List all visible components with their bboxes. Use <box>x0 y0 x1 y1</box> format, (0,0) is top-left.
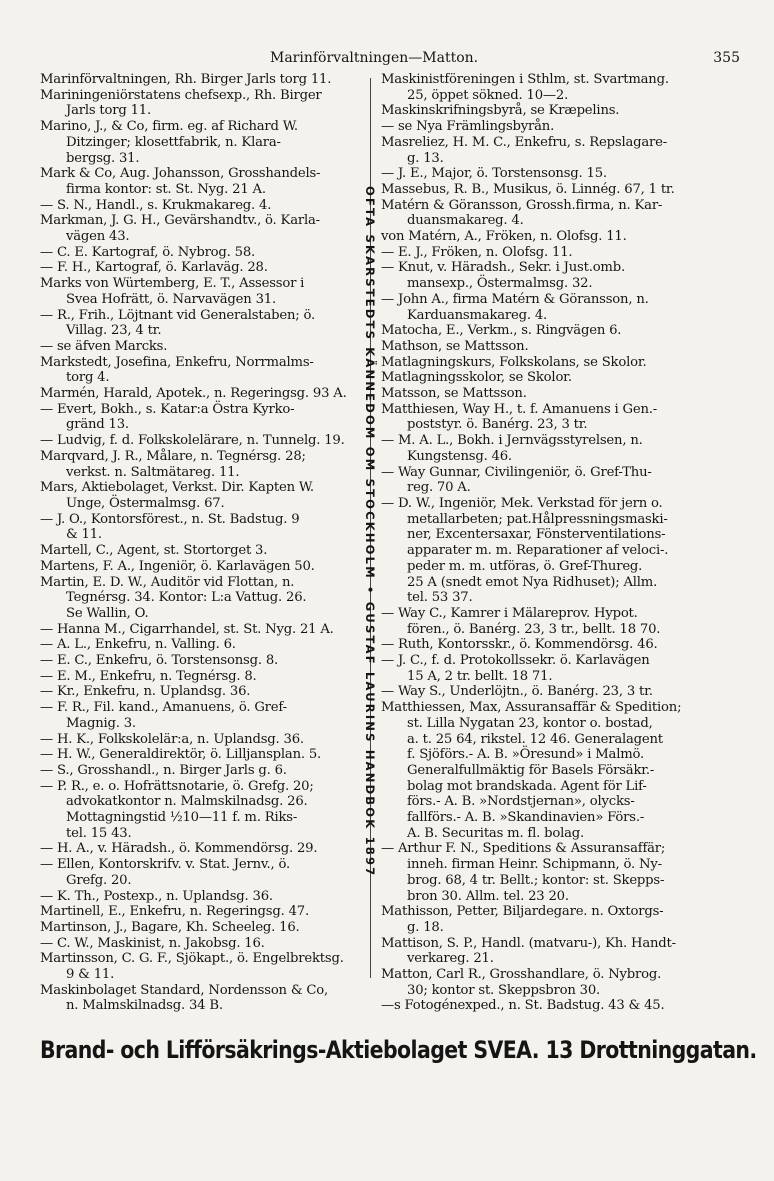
directory-entry: Mathson, se Mattsson. <box>381 338 529 354</box>
entry-continuation: tel. 53 37. <box>407 590 473 606</box>
directory-entry: Martinell, E., Enkefru, n. Regeringsg. 47. <box>40 904 309 920</box>
directory-entry: — Hanna M., Cigarrhandel, st. St. Nyg. 21 A. <box>40 621 334 637</box>
entry-continuation: firma kontor: st. St. Nyg. 21 A. <box>66 181 266 197</box>
directory-entry: — Way S., Underlöjtn., ö. Banérg. 23, 3 tr. <box>381 684 653 700</box>
entry-continuation: mansexp., Östermalmsg. 32. <box>407 276 593 292</box>
directory-entry: Maskinbolaget Standard, Nordensson & Co, <box>40 982 328 998</box>
entry-continuation: torg 4. <box>66 370 110 386</box>
entry-continuation: Villag. 23, 4 tr. <box>66 323 162 339</box>
directory-entry: — se äfven Marcks. <box>40 338 168 354</box>
directory-entry: — S. N., Handl., s. Krukmakareg. 4. <box>40 197 272 213</box>
entry-continuation: bron 30. Allm. tel. 23 20. <box>407 888 569 904</box>
directory-entry: — Way Gunnar, Civilingeniör, ö. Gref-Thu- <box>381 464 652 480</box>
entry-continuation: reg. 70 A. <box>407 480 471 496</box>
entry-continuation: Grefg. 20. <box>66 872 132 888</box>
directory-entry: Massebus, R. B., Musikus, ö. Linnég. 67, 1 tr. <box>381 181 675 197</box>
directory-entry: — J. O., Kontorsförest., n. St. Badstug. 9 <box>40 511 300 527</box>
directory-entry: — D. W., Ingeniör, Mek. Verkstad för jern o. <box>381 495 663 511</box>
entry-continuation: förs.- A. B. »Nordstjernan», olycks- <box>407 794 635 810</box>
entry-continuation: Generalfullmäktig för Basels Försäkr.- <box>407 762 655 778</box>
directory-entry: — P. R., e. o. Hofrättsnotarie, ö. Grefg. 20; <box>40 778 314 794</box>
entry-continuation: gränd 13. <box>66 417 129 433</box>
left-column <box>40 72 362 1014</box>
directory-entry: Markstedt, Josefina, Enkefru, Norrmalms- <box>40 354 314 370</box>
directory-entry: —s Fotogénexped., n. St. Badstug. 43 & 45. <box>381 998 665 1014</box>
directory-entry: — Ellen, Kontorskrifv. v. Stat. Jernv., ö. <box>40 857 291 873</box>
entry-continuation: Jarls torg 11. <box>66 103 151 119</box>
directory-entry: — Way C., Kamrer i Mälareprov. Hypot. <box>381 605 638 621</box>
directory-entry: Masreliez, H. M. C., Enkefru, s. Repslagare- <box>381 134 667 150</box>
directory-entry: — Ruth, Kontorsskr., ö. Kommendörsg. 46. <box>381 637 658 653</box>
entry-continuation: inneh. firman Heinr. Schipmann, ö. Ny- <box>407 857 662 873</box>
entry-continuation: a. t. 25 64, rikstel. 12 46. Generalagent <box>407 731 663 747</box>
directory-entry: — John A., firma Matérn & Göransson, n. <box>381 291 649 307</box>
directory-entry: — H. A., v. Häradsh., ö. Kommendörsg. 29. <box>40 841 318 857</box>
directory-entry: — Evert, Bokh., s. Katar:a Östra Kyrko- <box>40 401 295 417</box>
vertical-advert-strip: OFTA SKARSTEDTS KÄNNEDOM OM STOCKHOLM • GUSTAF LAURINS HANDBOK 1897 <box>363 186 377 878</box>
entry-continuation: metallarbeten; pat.Hålpressningsmaski- <box>407 511 668 527</box>
directory-entry: — A. L., Enkefru, n. Valling. 6. <box>40 637 236 653</box>
directory-entry: — H. K., Folkskolelär:a, n. Uplandsg. 36. <box>40 731 304 747</box>
directory-entry: Maskinistföreningen i Sthlm, st. Svartmang. <box>381 72 669 87</box>
directory-entry: Martell, C., Agent, st. Stortorget 3. <box>40 543 268 559</box>
entry-continuation: 25 A (snedt emot Nya Ridhuset); Allm. <box>407 574 658 590</box>
entry-continuation: ner, Excentersaxar, Fönsterventilations- <box>407 527 666 543</box>
directory-entry: Markman, J. G. H., Gevärshandtv., ö. Karla- <box>40 213 320 229</box>
entry-continuation: A. B. Securitas m. fl. bolag. <box>407 825 585 841</box>
directory-entry: — C. E. Kartograf, ö. Nybrog. 58. <box>40 244 256 260</box>
entry-continuation: st. Lilla Nygatan 23, kontor o. bostad, <box>407 715 653 731</box>
directory-entry: Marinförvaltningen, Rh. Birger Jarls torg 11. <box>40 72 332 87</box>
directory-entry: — E. J., Fröken, n. Olofsg. 11. <box>381 244 573 260</box>
entry-continuation: Mottagningstid ½10—11 f. m. Riks- <box>66 810 298 826</box>
directory-entry: — Ludvig, f. d. Folkskolelärare, n. Tunnelg. 19. <box>40 433 345 449</box>
directory-entry: — C. W., Maskinist, n. Jakobsg. 16. <box>40 935 265 951</box>
entry-continuation: verkst. n. Saltmätareg. 11. <box>66 464 240 480</box>
entry-continuation: 15 A, 2 tr. bellt. 18 71. <box>407 668 553 684</box>
entry-continuation: brog. 68, 4 tr. Bellt.; kontor: st. Skepps- <box>407 872 665 888</box>
directory-entry: — se Nya Främlingsbyrån. <box>381 119 555 135</box>
directory-entry: — Arthur F. N., Speditions & Assuransaffär; <box>381 841 666 857</box>
entry-continuation: n. Malmskilnadsg. 34 B. <box>66 998 223 1014</box>
directory-entry: Matlagningsskolor, se Skolor. <box>381 370 572 386</box>
directory-entry: — J. C., f. d. Protokollssekr. ö. Karlavägen <box>381 653 650 669</box>
entry-continuation: tel. 15 43. <box>66 825 132 841</box>
entry-continuation: 9 & 11. <box>66 967 115 983</box>
directory-entry: Mark & Co, Aug. Johansson, Grosshandels- <box>40 166 321 182</box>
directory-entry: Martinsson, C. G. F., Sjökapt., ö. Engelbrektsg. <box>40 951 344 967</box>
directory-entry: — M. A. L., Bokh. i Jernvägsstyrelsen, n. <box>381 433 643 449</box>
entry-continuation: & 11. <box>66 527 102 543</box>
directory-entry: — E. C., Enkefru, ö. Torstensonsg. 8. <box>40 653 279 669</box>
directory-entry: Mathisson, Petter, Biljardegare. n. Oxtorgs- <box>381 904 664 920</box>
entry-continuation: Ditzinger; klosettfabrik, n. Klara- <box>66 134 281 150</box>
directory-entry: von Matérn, A., Fröken, n. Olofsg. 11. <box>381 229 627 245</box>
directory-entry: Maskinskrifningsbyrå, se Kræpelins. <box>381 103 620 119</box>
directory-entry: — Kr., Enkefru, n. Uplandsg. 36. <box>40 684 251 700</box>
entry-continuation: verkareg. 21. <box>407 951 494 967</box>
entry-continuation: fören., ö. Banérg. 23, 3 tr., bellt. 18 70. <box>407 621 661 637</box>
entry-continuation: 30; kontor st. Skeppsbron 30. <box>407 982 601 998</box>
right-column <box>381 72 726 1014</box>
entry-continuation: Kungstensg. 46. <box>407 448 512 464</box>
entry-continuation: advokatkontor n. Malmskilnadsg. 26. <box>66 794 308 810</box>
page-title: Marinförvaltningen—Matton. <box>270 50 479 66</box>
directory-entry: — F. R., Fil. kand., Amanuens, ö. Gref- <box>40 700 287 716</box>
directory-entry: — K. Th., Postexp., n. Uplandsg. 36. <box>40 888 273 904</box>
directory-entry: Matton, Carl R., Grosshandlare, ö. Nybrog. <box>381 967 662 983</box>
footer-advert: Brand- och Lifförsäkrings-Aktiebolaget SVEA. 13 Drottninggatan. <box>40 1036 757 1064</box>
entry-continuation: duansmakareg. 4. <box>407 213 524 229</box>
entry-continuation: poststyr. ö. Banérg. 23, 3 tr. <box>407 417 588 433</box>
entry-continuation: Se Wallin, O. <box>66 605 149 621</box>
entry-continuation: Karduansmakareg. 4. <box>407 307 548 323</box>
directory-entry: Matérn & Göransson, Grossh.firma, n. Kar- <box>381 197 663 213</box>
directory-entry: Mattison, S. P., Handl. (matvaru-), Kh. Handt- <box>381 935 676 951</box>
directory-entry: Matsson, se Mattsson. <box>381 386 527 402</box>
directory-entry: Martin, E. D. W., Auditör vid Flottan, n. <box>40 574 295 590</box>
entry-continuation: Unge, Östermalmsg. 67. <box>66 495 225 511</box>
entry-continuation: g. 13. <box>407 150 444 166</box>
directory-entry: — Knut, v. Häradsh., Sekr. i Just.omb. <box>381 260 625 276</box>
directory-entry: — F. H., Kartograf, ö. Karlaväg. 28. <box>40 260 268 276</box>
directory-entry: Matthiessen, Max, Assuransaffär & Spedition; <box>381 700 682 716</box>
entry-continuation: Tegnérsg. 34. Kontor: L:a Vattug. 26. <box>66 590 307 606</box>
entry-continuation: f. Sjöförs.- A. B. »Öresund» i Malmö. <box>407 747 645 763</box>
directory-entry: Matocha, E., Verkm., s. Ringvägen 6. <box>381 323 622 339</box>
directory-entry: Marqvard, J. R., Målare, n. Tegnérsg. 28; <box>40 448 306 464</box>
directory-entry: Mars, Aktiebolaget, Verkst. Dir. Kapten W. <box>40 480 314 496</box>
running-head <box>70 50 740 70</box>
directory-entry: — E. M., Enkefru, n. Tegnérsg. 8. <box>40 668 257 684</box>
directory-entry: — H. W., Generaldirektör, ö. Lilljansplan. 5. <box>40 747 322 763</box>
directory-entry: Matlagningskurs, Folkskolans, se Skolor. <box>381 354 647 370</box>
directory-entry: — S., Grosshandl., n. Birger Jarls g. 6. <box>40 762 287 778</box>
entry-continuation: bolag mot brandskada. Agent för Lif- <box>407 778 647 794</box>
entry-continuation: bergsg. 31. <box>66 150 140 166</box>
directory-entry: Mariningeniörstatens chefsexp., Rh. Birger <box>40 87 322 103</box>
entry-continuation: Magnig. 3. <box>66 715 136 731</box>
directory-entry: Marks von Würtemberg, E. T., Assessor i <box>40 276 305 292</box>
directory-entry: Marmén, Harald, Apotek., n. Regeringsg. 93 A. <box>40 386 347 402</box>
page-number: 355 <box>713 50 740 66</box>
directory-entry: Martens, F. A., Ingeniör, ö. Karlavägen 50. <box>40 558 315 574</box>
directory-entry: Matthiesen, Way H., t. f. Amanuens i Gen.- <box>381 401 658 417</box>
entry-continuation: 25, öppet sökned. 10—2. <box>407 87 569 103</box>
directory-entry: — J. E., Major, ö. Torstensonsg. 15. <box>381 166 607 182</box>
directory-entry: Martinson, J., Bagare, Kh. Scheeleg. 16. <box>40 919 300 935</box>
entry-continuation: Svea Hofrätt, ö. Narvavägen 31. <box>66 291 276 307</box>
entry-continuation: g. 18. <box>407 919 444 935</box>
entry-continuation: vägen 43. <box>66 229 130 245</box>
directory-entry: — R., Frih., Löjtnant vid Generalstaben; ö. <box>40 307 315 323</box>
entry-continuation: peder m. m. utföras, ö. Gref-Thureg. <box>407 558 643 574</box>
entry-continuation: apparater m. m. Reparationer af veloci-. <box>407 543 669 559</box>
entry-continuation: fallförs.- A. B. »Skandinavien» Förs.- <box>407 810 645 826</box>
directory-entry: Marino, J., & Co, firm. eg. af Richard W. <box>40 119 298 135</box>
